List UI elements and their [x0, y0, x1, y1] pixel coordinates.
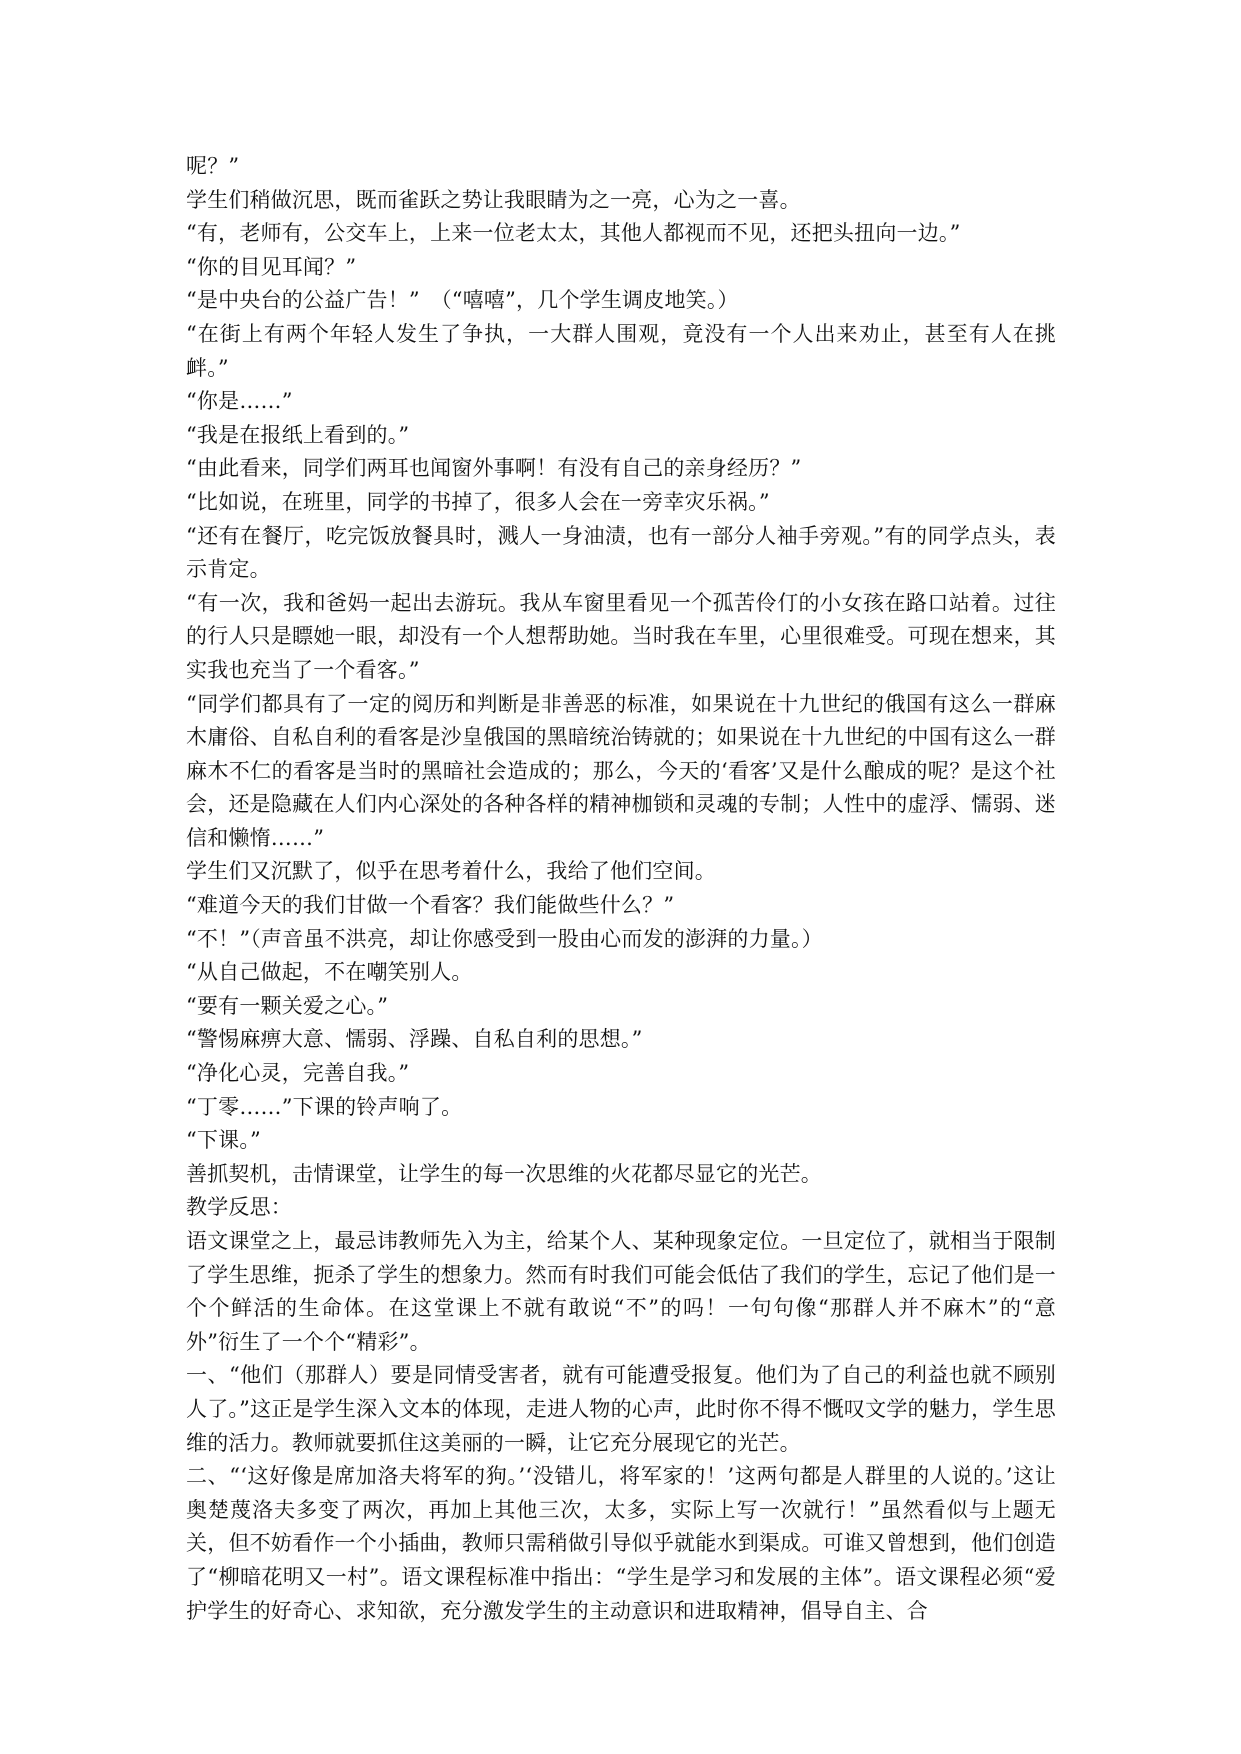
section-heading: 教学反思：: [186, 1195, 292, 1220]
paragraph: “在街上有两个年轻人发生了争执，一大群人围观，竟没有一个人出来劝止，甚至有人在挑衅。”: [186, 321, 1056, 380]
paragraph: “比如说，在班里，同学的书掉了，很多人会在一旁幸灾乐祸。”: [186, 489, 770, 514]
paragraph: “下课。”: [186, 1128, 261, 1153]
paragraph: “你的目见耳闻？”: [186, 254, 357, 279]
paragraph: “丁零……”下课的铃声响了。: [186, 1094, 463, 1119]
paragraph: “由此看来，同学们两耳也闻窗外事啊！有没有自己的亲身经历？”: [186, 456, 802, 481]
paragraph: “从自己做起，不在嘲笑别人。: [186, 960, 473, 985]
paragraph: 语文课堂之上，最忌讳教师先入为主，给某个人、某种现象定位。一旦定位了，就相当于限制了学生思维，扼杀了学生的想象力。然而有时我们可能会低估了我们的学生，忘记了他们是一个个鲜活的生命体。在这堂课上不就有敢说“不”的吗！一句句像“那群人并不麻木”的“意外”衍生了一个个“精彩”。: [186, 1229, 1056, 1354]
paragraph: “要有一颗关爱之心。”: [186, 993, 389, 1018]
document-page: [186, 150, 1056, 1628]
paragraph: 学生们又沉默了，似乎在思考着什么，我给了他们空间。: [186, 859, 716, 884]
paragraph: “有一次，我和爸妈一起出去游玩。我从车窗里看见一个孤苦伶仃的小女孩在路口站着。过往的行人只是瞟她一眼，却没有一个人想帮助她。当时我在车里，心里很难受。可现在想来，其实我也充当了一个看客。”: [186, 590, 1056, 682]
paragraph: “是中央台的公益广告！” （“嘻嘻”，几个学生调皮地笑。）: [186, 288, 739, 313]
paragraph: “还有在餐厅，吃完饭放餐具时，溅人一身油渍，也有一部分人袖手旁观。”有的同学点头，表示肯定。: [186, 523, 1056, 582]
paragraph: “同学们都具有了一定的阅历和判断是非善恶的标准，如果说在十九世纪的俄国有这么一群麻木庸俗、自私自利的看客是沙皇俄国的黑暗统治铸就的；如果说在十九世纪的中国有这么一群麻木不仁的看客是当时的黑暗社会造成的；那么，今天的‘看客’又是什么酿成的呢？是这个社会，还是隐藏在人们内心深处的各种各样的精神枷锁和灵魂的专制；人性中的虚浮、懦弱、迷信和懒惰……”: [186, 691, 1056, 850]
paragraph: “警惕麻痹大意、懦弱、浮躁、自私自利的思想。”: [186, 1027, 643, 1052]
paragraph: “我是在报纸上看到的。”: [186, 422, 410, 447]
paragraph: 呢？”: [186, 154, 240, 178]
paragraph: “你是……”: [186, 389, 293, 414]
paragraph: “有，老师有，公交车上，上来一位老太太，其他人都视而不见，还把头扭向一边。”: [186, 221, 961, 246]
paragraph: 学生们稍做沉思，既而雀跃之势让我眼睛为之一亮，心为之一喜。: [186, 187, 801, 212]
paragraph: 二、“‘这好像是席加洛夫将军的狗。’‘没错儿，将军家的！’这两句都是人群里的人说的。’这让奥楚蔑洛夫多变了两次，再加上其他三次，太多，实际上写一次就行！”虽然看似与上题无关，但不妨看作一个小插曲，教师只需稍做引导似乎就能水到渠成。可谁又曾想到，他们创造了“柳暗花明又一村”。语文课程标准中指出：“学生是学习和发展的主体”。语文课程必须“爱护学生的好奇心、求知欲，充分激发学生的主动意识和进取精神，倡导自主、合: [186, 1464, 1056, 1623]
paragraph: “不！”（声音虽不洪亮，却让你感受到一股由心而发的澎湃的力量。）: [186, 926, 823, 951]
paragraph: 善抓契机，击情课堂，让学生的每一次思维的火花都尽显它的光芒。: [186, 1161, 822, 1186]
paragraph: “净化心灵，完善自我。”: [186, 1061, 410, 1086]
paragraph: “难道今天的我们甘做一个看客？我们能做些什么？”: [186, 893, 675, 918]
paragraph: 一、“他们（那群人）要是同情受害者，就有可能遭受报复。他们为了自己的利益也就不顾别人了。”这正是学生深入文本的体现，走进人物的心声，此时你不得不慨叹文学的魅力，学生思维的活力。教师就要抓住这美丽的一瞬，让它充分展现它的光芒。: [186, 1363, 1056, 1455]
